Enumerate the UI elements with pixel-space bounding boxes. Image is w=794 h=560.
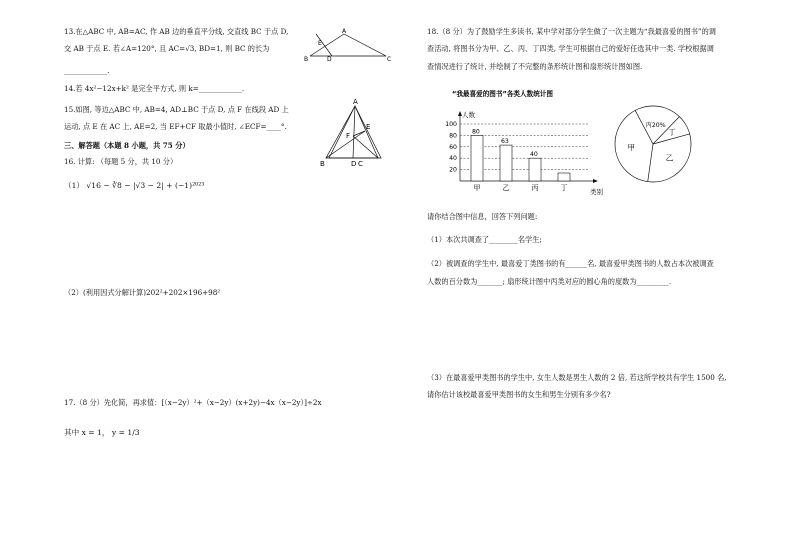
q18-line3: 查情况进行了统计, 并绘制了不完整的条形统计图和扇形统计图如图. [427,62,643,71]
pie-slice-label-3: 丁 [668,127,676,137]
section3-heading: 三、解答题（本题 8 小题，共 75 分） [64,141,190,150]
pie-slice-label-1: 乙 [665,153,674,163]
q14: 14.若 4x²−12x+k² 是完全平方式, 则 k=____________. [64,84,245,93]
fig15-label-d: D [351,160,357,168]
q15-line1: 15.如图, 等边△ABC 中, AB=4, AD⊥BC 于点 D, 点 F 在线段 AD 上 [64,105,289,114]
fig15-label-c: C [358,160,363,168]
pie-slice-label-0: 甲 [627,142,636,152]
q18-part2-line1: （2）被调查的学生中, 最喜爱丁类图书的有______名, 最喜爱甲类图书的人数占本次被调查 [427,259,714,268]
bar-chart [430,86,610,198]
q17: 17.（8 分）先化简，再求值：[（x−2y）²+（x−2y）(x+2y)−4x（x−2y）]÷2x [64,398,322,407]
q13-figure [300,26,395,64]
q15-line2: 运动, 点 E 在 AC 上, AE=2, 当 EF+CF 取最小值时, ∠ECF=____°. [64,122,287,131]
bar-data-label: 80 [472,128,480,136]
bar-chart-category: 甲 [473,184,481,192]
q15-figure [318,96,371,168]
bar-0 [471,135,483,181]
q18-line1: 18.（8 分）为了鼓励学生多读书, 某中学对部分学生做了一次主题为“我最喜爱的图书”的调 [427,27,716,36]
q16-heading: 16. 计算: （每题 5 分，共 10 分） [64,157,178,166]
fig15-label-a: A [353,98,358,106]
q18-intro: 请你结合图中信息，回答下列问题: [427,212,538,221]
bar-chart-category: 乙 [502,184,510,192]
bar-3-placeholder [558,173,570,181]
fig15-label-b: B [320,160,325,168]
fig13-label-e: E [318,40,322,47]
q13-line1: 13.在△ABC 中, AB=AC, 作 AB 边的垂直平分线, 交直线 BC 于点 D, [64,27,289,36]
q18-line2: 查活动, 将图书分为甲、乙、丙、丁四类, 学生可根据自己的爱好任选其中一类. 学校根据调 [427,44,714,53]
bar-chart-ytick: 20 [449,166,457,174]
bar-chart-ytick: 40 [449,155,457,163]
q16-part1: （1） √16 − ∛8 − |√3 − 2| + (−1)²⁰²³ [64,181,205,190]
bar-chart-xlabel: 类别 [590,188,603,196]
q17-where: 其中 x = 1， y = 1/3 [64,428,140,437]
fig15-label-e: E [366,123,371,131]
q16-part2: （2）(利用因式分解计算)202²+202×196+98² [64,288,221,297]
bar-chart-title: “我最喜爱的图书”各类人数统计图 [452,90,553,98]
bar-chart-x-arrow [593,179,598,183]
bar-chart-ytick: 60 [449,143,457,151]
bar-chart-ytick: 80 [449,132,457,140]
bar-2 [529,158,541,181]
fig13-label-a: A [342,28,347,35]
q18-part1: （1）本次共调查了________名学生; [427,235,542,244]
pie-chart [608,96,698,192]
fig15-label-f: F [346,132,351,140]
q18-part3-line2: 请你估计该校最喜爱甲类图书的女生和男生分别有多少名? [427,390,611,399]
q13-line2: 交 AB 于点 E. 若∠A=120°, 且 AC=√3, BD=1, 则 BC 的长为 [64,44,270,53]
q13-line3: ____________. [64,66,110,75]
bar-chart-category: 丙 [531,184,539,192]
q18-part3-line1: （3）在最喜爱甲类图书的学生中, 女生人数是男生人数的 2 倍, 若这所学校共有学生 1500 名, [427,373,727,382]
bar-data-label: 40 [530,151,538,159]
bar-chart-ylabel: 人数 [462,111,475,119]
bar-data-label: 63 [501,138,509,146]
bar-1 [500,145,512,181]
fig13-label-b: B [304,56,309,63]
bar-chart-ytick: 100 [445,121,457,128]
fig13-label-d: D [327,56,332,63]
bar-chart-category: 丁 [560,184,568,192]
fig13-label-c: C [387,56,392,63]
q18-part2-line2: 人数的百分数为_______; 扇形统计图中丙类对应的圆心角的度数为_________. [427,277,672,286]
pie-slice-label-2: 丙20% [645,122,666,130]
